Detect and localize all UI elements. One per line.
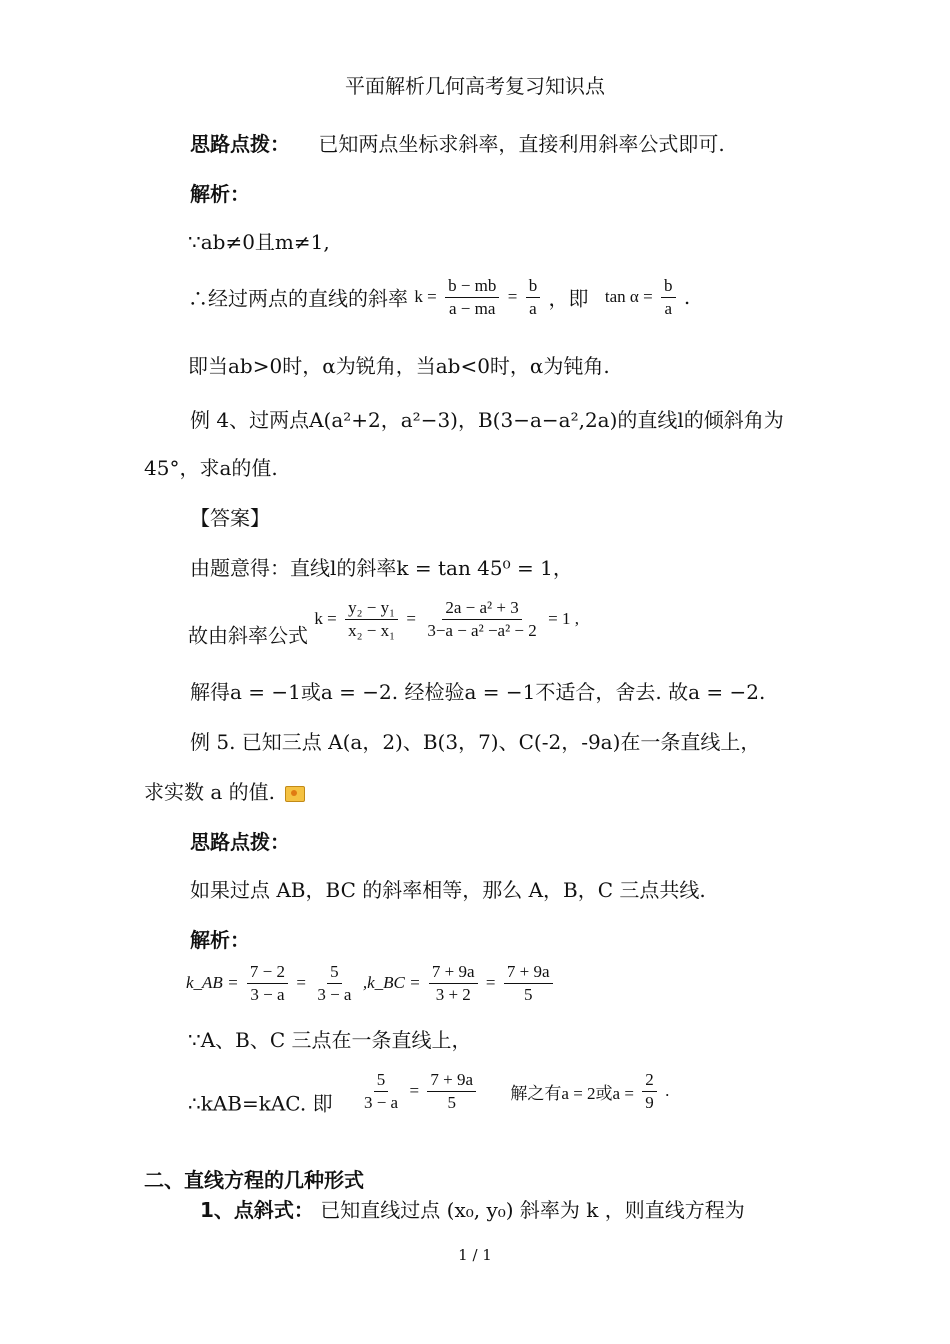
denominator: 3 − a: [250, 984, 285, 1004]
fraction: [345, 598, 398, 640]
numerator: 5: [374, 1070, 389, 1092]
condition-line: ∵ab≠0且m≠1,: [188, 230, 330, 254]
hint-label: 思路点拨：: [190, 132, 290, 156]
collinear-line: ∵A、B、C 三点在一条直线上，: [188, 1028, 472, 1052]
fraction: [424, 598, 539, 640]
section-heading: 二、直线方程的几种形式: [144, 1168, 364, 1192]
slopes-line: [186, 962, 555, 1004]
angle-conclusion-line: 即当ab>0时，α为锐角，当ab<0时，α为钝角.: [188, 354, 610, 378]
example5-line2-text: 求实数 a 的值.: [144, 780, 275, 804]
numerator: 2a − a² + 3: [442, 598, 521, 620]
fraction: [361, 1070, 401, 1112]
page-title: 平面解析几何高考复习知识点: [345, 74, 605, 98]
analysis-label-2: 解析：: [190, 928, 250, 952]
analysis-label: 解析：: [190, 182, 250, 206]
k-lhs: k =: [414, 287, 437, 307]
fraction: [247, 962, 288, 1004]
solve-text: 解之有a = 2或a =: [510, 1083, 634, 1103]
numerator: 2: [642, 1070, 657, 1092]
answer-label: 【答案】: [190, 506, 270, 530]
numerator: 7 − 2: [247, 962, 288, 984]
fraction: [526, 276, 541, 318]
folder-icon[interactable]: [285, 786, 305, 802]
example4-line1: 例 4、过两点A(a²+2，a²−3)，B(3−a−a²,2a)的直线l的倾斜角为: [190, 408, 784, 432]
fraction: [504, 962, 553, 1004]
denominator: 3 − a: [317, 984, 352, 1004]
rhs: = 1 ,: [548, 609, 579, 629]
numerator: y₂ − y₁: [345, 598, 398, 620]
hint-text-2: 如果过点 AB，BC 的斜率相等，那么 A，B，C 三点共线.: [190, 878, 706, 902]
tan-lhs: tan α =: [604, 287, 653, 307]
denominator: a: [664, 298, 673, 318]
kab-lhs: k_AB =: [186, 973, 239, 993]
equals-sign: =: [406, 609, 416, 629]
equals-sign: =: [409, 1081, 420, 1101]
point-slope-label: 1、点斜式：: [200, 1198, 314, 1222]
denominator: 3 − a: [363, 1092, 399, 1112]
numerator: b: [661, 276, 676, 298]
hint-row-1: [190, 128, 725, 157]
fraction: [642, 1070, 657, 1112]
slope-formula-prefix: ∴经过两点的直线的斜率: [188, 286, 408, 311]
fraction: [445, 276, 499, 318]
point-slope-line: [200, 1194, 745, 1223]
fraction: [314, 962, 354, 1004]
denominator: 9: [645, 1092, 654, 1112]
fraction: [427, 1070, 476, 1112]
connector-text: ，即: [548, 286, 589, 311]
example4-line2: 45°，求a的值.: [144, 456, 278, 480]
denominator: x₂ − x₁: [348, 620, 396, 640]
numerator: 7 + 9a: [427, 1070, 476, 1092]
example5-line2: [144, 776, 305, 805]
example4-solution-line: 解得a = −1或a = −2. 经检验a = −1不适合，舍去. 故a = −2.: [190, 680, 766, 704]
hint-text: 已知两点坐标求斜率，直接利用斜率公式即可.: [318, 132, 725, 156]
fraction: [429, 962, 478, 1004]
formula-prefix: 故由斜率公式: [188, 623, 308, 648]
point-slope-text: 已知直线过点 (x₀, y₀) 斜率为 k ，则直线方程为: [320, 1198, 745, 1222]
example4-slope-line: 由题意得：直线l的斜率k = tan 45⁰ = 1，: [190, 556, 573, 580]
period: .: [665, 1081, 670, 1101]
equals-sign: =: [296, 973, 306, 993]
numerator: 5: [327, 962, 342, 984]
numerator: 7 + 9a: [504, 962, 553, 984]
equation-line: [188, 1070, 669, 1117]
k-lhs: k =: [314, 609, 337, 629]
denominator: 3−a − a² −a² − 2: [427, 620, 537, 640]
denominator: 5: [447, 1092, 456, 1112]
numerator: 7 + 9a: [429, 962, 478, 984]
hint-label-2: 思路点拨：: [190, 830, 290, 854]
page-number: 1 / 1: [458, 1246, 492, 1264]
denominator: 5: [523, 984, 533, 1004]
slope-formula-line: [188, 276, 690, 318]
kbc-lhs: ,k_BC =: [362, 973, 421, 993]
denominator: a − ma: [449, 298, 496, 318]
numerator: b: [526, 276, 541, 298]
fraction: [661, 276, 676, 318]
example5-line1: 例 5. 已知三点 A(a，2)、B(3，7)、C(-2，-9a)在一条直线上，: [190, 730, 761, 754]
equals-sign: =: [485, 973, 496, 993]
example4-formula-line: [188, 598, 579, 649]
period: .: [683, 285, 691, 310]
denominator: 3 + 2: [435, 984, 471, 1004]
denominator: a: [529, 298, 537, 318]
numerator: b − mb: [445, 276, 499, 298]
equals-sign: =: [507, 287, 518, 307]
kab-kac: ∴kAB=kAC. 即: [188, 1091, 333, 1116]
